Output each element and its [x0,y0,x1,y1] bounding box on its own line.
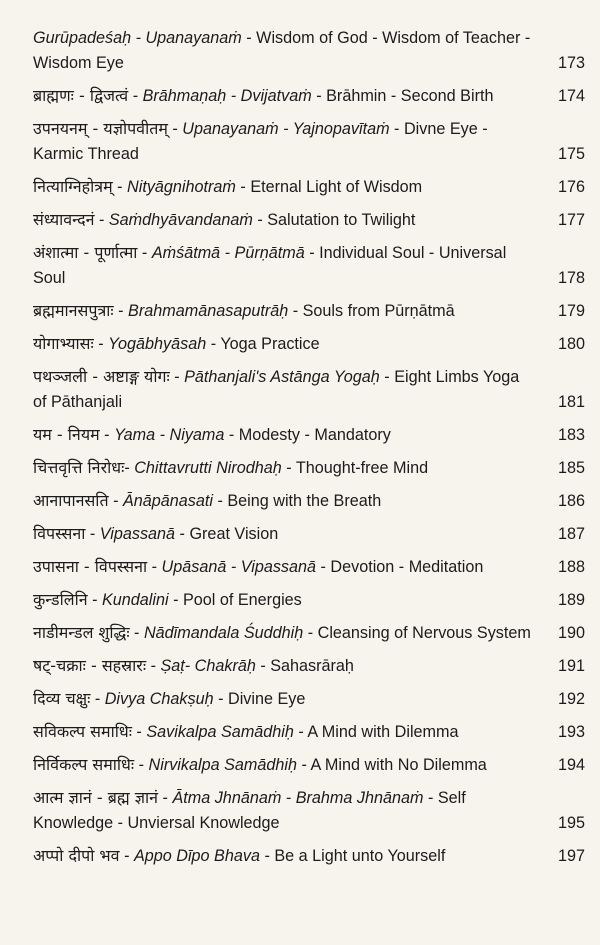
toc-entry [33,364,585,415]
toc-page-number: 189 [557,591,585,609]
toc-entry [33,719,585,745]
toc-entry-text: दिव्य चक्षुः - Divya Chakṣuḥ - Divine Eye [33,689,306,708]
toc-page-number: 179 [557,302,585,320]
toc-meaning: Salutation to Twilight [267,211,416,229]
toc-page-number: 191 [557,657,585,675]
toc-page-number: 193 [557,723,585,741]
toc-sanskrit: नित्याग्निहोत्रम् [33,177,113,196]
toc-entry [33,422,585,448]
toc-entry [33,843,585,869]
toc-entry-text: चित्तवृत्ति निरोधः- Chittavrutti Nirodhaḥ - Thought-free Mind [33,458,429,477]
toc-entry-text: ब्रह्ममानसपुत्राः - Brahmamānasaputrāḥ - Souls from Pūrṇātmā [33,301,455,320]
toc-page-number: 186 [557,492,585,510]
toc-entry-text: यम - नियम - Yama - Niyama - Modesty - Mandatory [33,425,391,444]
toc-transliteration: Chittavrutti Nirodhaḥ [134,459,282,477]
toc-entry-text: निर्विकल्प समाधिः - Nirvikalpa Samādhiḥ - A Mind with No Dilemma [33,755,487,774]
toc-entry-text: ब्राह्मणः - द्विजत्वं - Brāhmaṇaḥ - Dvijatvaṁ - Brāhmin - Second Birth [33,86,494,105]
toc-sanskrit: अप्पो दीपो भव [33,846,120,865]
toc-transliteration: Nādīmandala Śuddhiḥ [143,624,304,642]
toc-entry-text: कुन्डलिनि - Kundalini - Pool of Energies [33,590,302,609]
toc-transliteration: Pāthanjali's Astānga Yogaḥ [184,368,380,386]
toc-sanskrit: नाडीमन्डल शुद्धिः [33,623,130,642]
toc-meaning: Modesty - Mandatory [238,426,391,444]
toc-page-number: 192 [557,690,585,708]
toc-transliteration: Yama - Niyama [114,426,225,444]
toc-sanskrit: कुन्डलिनि [33,590,88,609]
toc-transliteration: Upanayanaṁ - Yajnopavītaṁ [182,120,390,138]
toc-entry [33,554,585,580]
toc-transliteration: Ṣaṭ- Chakrāḥ [160,657,256,675]
toc-page-number: 177 [557,211,585,229]
toc-entry-text: सविकल्प समाधिः - Savikalpa Samādhiḥ - A Mind with Dilemma [33,722,459,741]
toc-sanskrit: ब्रह्ममानसपुत्राः [33,301,114,320]
toc-page-number: 181 [557,393,585,411]
toc-entry-text: आत्म ज्ञानं - ब्रह्म ज्ञानं - Ātma Jhnānaṁ - Brahma Jhnānaṁ - Self Knowledge - Unviersal Knowledge [33,788,466,832]
toc-entry-text: नाडीमन्डल शुद्धिः - Nādīmandala Śuddhiḥ - Cleansing of Nervous System [33,623,531,642]
toc-sanskrit: आनापानसति [33,491,109,510]
toc-sanskrit: सविकल्प समाधिः [33,722,132,741]
toc-transliteration: Appo Dīpo Bhava [133,847,260,865]
toc-entry-text: नित्याग्निहोत्रम् - Nityāgnihotraṁ - Eternal Light of Wisdom [33,177,423,196]
toc-meaning: Thought-free Mind [295,459,429,477]
toc-page-number: 183 [557,426,585,444]
toc-meaning: Souls from Pūrṇātmā [302,302,455,320]
toc-transliteration: Nirvikalpa Samādhiḥ [148,756,297,774]
toc-transliteration: Nityāgnihotraṁ [127,178,236,196]
toc-page-number: 176 [557,178,585,196]
toc-entry [33,488,585,514]
toc-sanskrit: उपासना - विपस्सना [33,557,148,576]
toc-transliteration: Brahmamānasaputrāḥ [128,302,289,320]
toc-transliteration: Gurūpadeśaḥ - Upanayanaṁ [33,29,242,47]
toc-transliteration: Ātma Jhnānaṁ - Brahma Jhnānaṁ [172,789,424,807]
toc-page-number: 197 [557,847,585,865]
toc-page-number: 188 [557,558,585,576]
toc-entry [33,83,585,109]
toc-meaning: Pool of Energies [182,591,302,609]
toc-meaning: Sahasrāraḥ [270,657,354,675]
toc-sanskrit: षट्-चक्राः - सहस्रारः [33,656,147,675]
toc-sanskrit: उपनयनम् - यज्ञोपवीतम् [33,119,168,138]
toc-transliteration: Upāsanā - Vipassanā [161,558,317,576]
toc-sanskrit: निर्विकल्प समाधिः [33,755,135,774]
toc-meaning: Cleansing of Nervous System [317,624,531,642]
toc-entry [33,785,585,836]
toc-meaning: A Mind with Dilemma [307,723,459,741]
toc-meaning: Devotion - Meditation [330,558,484,576]
toc-meaning: Self Knowledge - Unviersal Knowledge [33,789,466,832]
toc-entry-text: विपस्सना - Vipassanā - Great Vision [33,524,279,543]
toc-entry-text: पथञ्जली - अष्टाङ्ग योगः - Pāthanjali's Astānga Yogaḥ - Eight Limbs Yoga of Pāthanjali [33,367,520,411]
toc-entry-text: अप्पो दीपो भव - Appo Dīpo Bhava - Be a Light unto Yourself [33,846,446,865]
toc-sanskrit: विपस्सना [33,524,86,543]
toc-sanskrit: ब्राह्मणः - द्विजत्वं [33,86,129,105]
toc-page-number: 180 [557,335,585,353]
toc-entry [33,207,585,233]
toc-meaning: Be a Light unto Yourself [274,847,446,865]
toc-entry [33,653,585,679]
toc-sanskrit: आत्म ज्ञानं - ब्रह्म ज्ञानं [33,788,159,807]
toc-meaning: Individual Soul - Universal Soul [33,244,507,287]
toc-sanskrit: अंशात्मा - पूर्णात्मा [33,243,138,262]
toc-page-number: 173 [557,54,585,72]
toc-page-number: 185 [557,459,585,477]
toc-transliteration: Yogābhyāsah [108,335,207,353]
toc-entry-text: Gurūpadeśaḥ - Upanayanaṁ - Wisdom of God - Wisdom of Teacher - Wisdom Eye [33,29,531,72]
toc-meaning: Eight Limbs Yoga of Pāthanjali [33,368,520,411]
toc-entry-text: अंशात्मा - पूर्णात्मा - Aṁśātmā - Pūrṇātmā - Individual Soul - Universal Soul [33,243,507,287]
toc-meaning: Wisdom of God - Wisdom of Teacher - Wisdom Eye [33,29,531,72]
toc-transliteration: Ānāpānasati [122,492,213,510]
toc-meaning: A Mind with No Dilemma [310,756,487,774]
toc-transliteration: Aṁśātmā - Pūrṇātmā [151,244,305,262]
toc-entry [33,298,585,324]
toc-entry-text: आनापानसति - Ānāpānasati - Being with the Breath [33,491,382,510]
toc-entry [33,174,585,200]
toc-meaning: Yoga Practice [220,335,320,353]
toc-entry [33,26,585,76]
toc-entry [33,521,585,547]
toc-meaning: Divine Eye [228,690,306,708]
toc-page-number: 187 [557,525,585,543]
toc-entry-text: उपासना - विपस्सना - Upāsanā - Vipassanā - Devotion - Meditation [33,557,484,576]
toc-sanskrit: योगाभ्यासः [33,334,94,353]
toc-sanskrit: दिव्य चक्षुः [33,689,91,708]
toc-entry [33,331,585,357]
toc-entry-text: षट्-चक्राः - सहस्रारः - Ṣaṭ- Chakrāḥ - Sahasrāraḥ [33,656,354,675]
toc-entry [33,455,585,481]
toc-transliteration: Divya Chakṣuḥ [104,690,214,708]
toc-transliteration: Vipassanā [99,525,176,543]
toc-entry-text: योगाभ्यासः - Yogābhyāsah - Yoga Practice [33,334,320,353]
toc-entry [33,752,585,778]
toc-transliteration: Brāhmaṇaḥ - Dvijatvaṁ [142,87,312,105]
toc-entry [33,620,585,646]
toc-entry-text: उपनयनम् - यज्ञोपवीतम् - Upanayanaṁ - Yajnopavītaṁ - Divne Eye - Karmic Thread [33,119,488,163]
toc-page-number: 174 [557,87,585,105]
toc-sanskrit: पथञ्जली - अष्टाङ्ग योगः [33,367,170,386]
toc-entry [33,686,585,712]
toc-page-number: 195 [557,814,585,832]
toc-meaning: Eternal Light of Wisdom [250,178,423,196]
toc-meaning: Great Vision [189,525,279,543]
toc-meaning: Being with the Breath [227,492,382,510]
toc-page-number: 175 [557,145,585,163]
toc-sanskrit: चित्तवृत्ति निरोधः [33,458,125,477]
toc-transliteration: Kundalini [101,591,169,609]
toc-sanskrit: यम - नियम [33,425,100,444]
toc-meaning: Brāhmin - Second Birth [326,87,494,105]
toc-meaning: Divne Eye - Karmic Thread [33,120,488,163]
toc-entry-text: संध्यावन्दनं - Saṁdhyāvandanaṁ - Salutation to Twilight [33,210,416,229]
toc-page-number: 190 [557,624,585,642]
toc-transliteration: Savikalpa Samādhiḥ [146,723,294,741]
toc-page-number: 194 [557,756,585,774]
toc-page-number: 178 [557,269,585,287]
toc-entry [33,240,585,291]
toc-sanskrit: संध्यावन्दनं [33,210,95,229]
toc-transliteration: Saṁdhyāvandanaṁ [108,211,253,229]
toc-entry [33,587,585,613]
toc-entry [33,116,585,167]
